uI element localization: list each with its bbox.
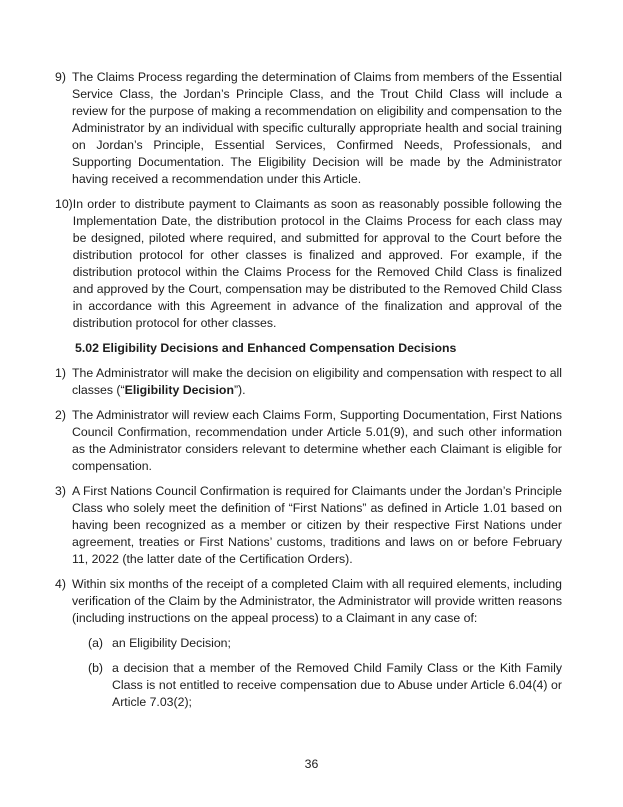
- list-item-3-marker: 3): [55, 484, 66, 498]
- list-item-10-text: In order to distribute payment to Claimants as soon as reasonably possible following the Implementation Date, the distribution protocol in the Claims Process for each class may be designed, piloted where required, and submitted for approval to the Court before the distribution protocol for other classes is finalized and approved. For example, if the distribution protocol within the Claims Process for the Removed Child Class is finalized and approved by the Court, compensation may be distributed to the Removed Child Class in accordance with this Agreement in advance of the finalization and approval of the distribution protocol for other classes.: [72, 197, 562, 330]
- list-item-1: [55, 365, 562, 399]
- list-item-3: [55, 483, 562, 568]
- sub-item-b-marker: (b): [88, 661, 104, 675]
- page-number: 36: [304, 757, 319, 771]
- sub-item-a: [88, 635, 562, 652]
- list-item-2: [55, 407, 562, 475]
- list-item-4-text: Within six months of the receipt of a completed Claim with all required elements, including verification of the Claim by the Administrator, the Administrator will provide written reasons (including instructions on the appeal process) to a Claimant in any case of:: [72, 577, 562, 625]
- list-item-1-text-post: ”).: [233, 383, 246, 397]
- section-heading-5-02: 5.02 Eligibility Decisions and Enhanced Compensation Decisions: [75, 341, 457, 355]
- list-item-2-marker: 2): [55, 408, 66, 422]
- document-content: [55, 69, 562, 719]
- sub-item-a-text: an Eligibility Decision;: [112, 636, 231, 650]
- list-item-9-marker: 9): [55, 70, 66, 84]
- list-item-9: [55, 69, 562, 188]
- list-item-10: [55, 196, 562, 332]
- list-item-1-marker: 1): [55, 366, 66, 380]
- list-item-2-text: The Administrator will review each Claims Form, Supporting Documentation, First Nations Council Confirmation, recommendation under Article 5.01(9), and such other information as the Administrator considers relevant to determine whether each Claimant is eligible for compensation.: [72, 408, 562, 473]
- sub-item-a-marker: (a): [88, 636, 104, 650]
- defined-term-eligibility-decision: Eligibility Decision: [124, 383, 234, 397]
- sub-item-b: [88, 660, 562, 711]
- list-item-4: [55, 576, 562, 627]
- list-item-4-marker: 4): [55, 577, 66, 591]
- list-item-10-marker: 10): [55, 197, 73, 211]
- list-item-1-text: [72, 365, 562, 399]
- sub-item-b-text: a decision that a member of the Removed Child Family Class or the Kith Family Class is not entitled to receive compensation due to Abuse under Article 6.04(4) or Article 7.03(2);: [112, 661, 562, 709]
- list-item-9-text: The Claims Process regarding the determination of Claims from members of the Essential Service Class, the Jordan’s Principle Class, and the Trout Child Class will include a review for the purpose of making a recommendation on eligibility and compensation to the Administrator by an individual with specific culturally appropriate health and social training on Jordan’s Principle, Essential Services, Confirmed Needs, Professionals, and Supporting Documentation. The Eligibility Decision will be made by the Administrator having received a recommendation under this Article.: [72, 70, 562, 186]
- list-item-3-text: A First Nations Council Confirmation is required for Claimants under the Jordan’s Principle Class who solely meet the definition of “First Nations” as defined in Article 1.01 based on having been recognized as a member or citizen by their respective First Nations under agreement, treaties or First Nations’ customs, traditions and laws on or before February 11, 2022 (the latter date of the Certification Orders).: [72, 484, 562, 566]
- list-item-1-text-pre: The Administrator will make the decision on eligibility and compensation with respect to all classes (“: [72, 366, 562, 397]
